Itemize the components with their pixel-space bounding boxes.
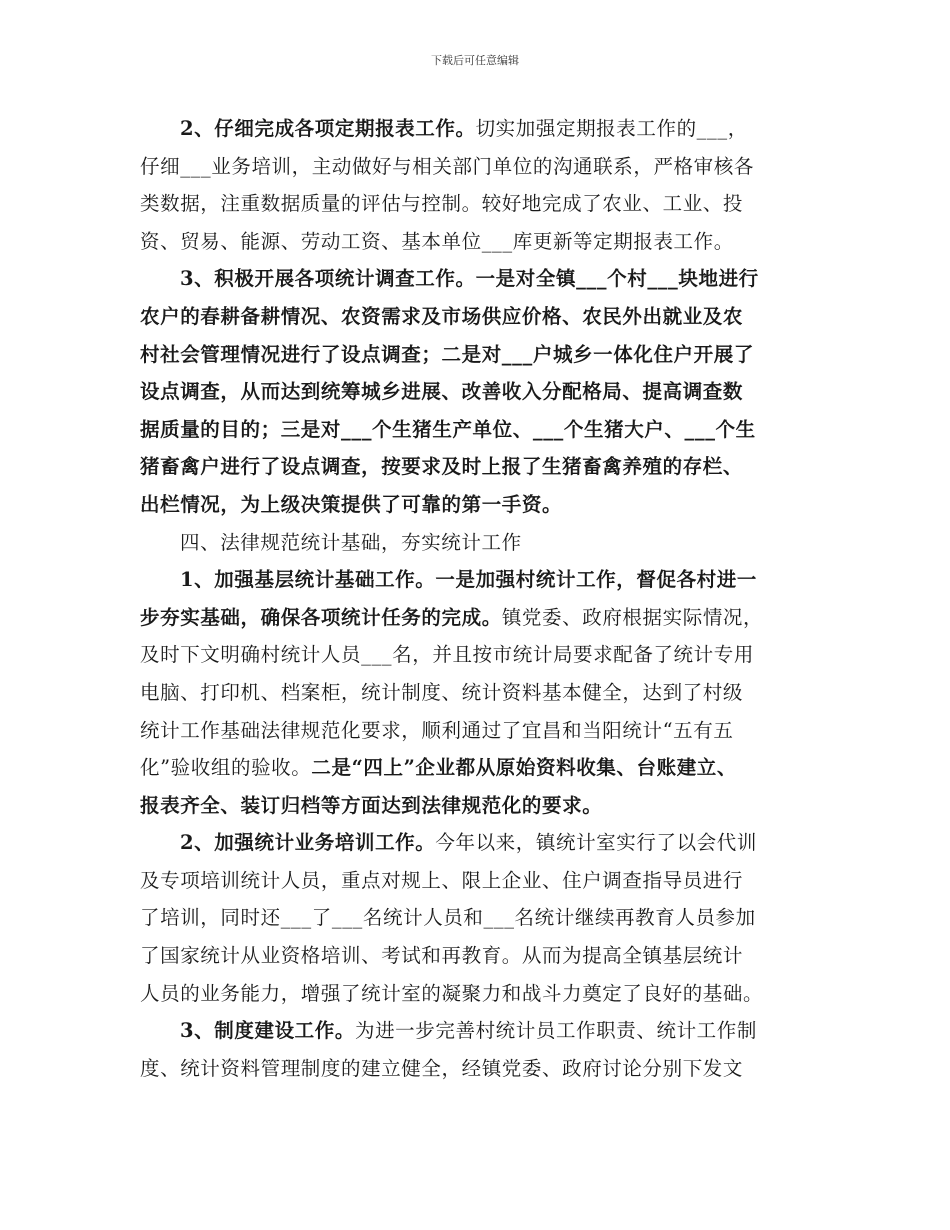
text-run: 切实加强定期报表工作的___， — [475, 117, 748, 140]
text-run: 资、贸易、能源、劳动工资、基本单位___库更新等定期报表工作。 — [140, 229, 734, 253]
text-line — [140, 749, 830, 787]
text-line — [140, 674, 830, 712]
text-run: 统计工作基础法律规范化要求，顺利通过了宜昌和当阳统计“五有五 — [140, 718, 734, 742]
text-line — [140, 411, 830, 449]
text-run: 仔细___业务培训，主动做好与相关部门单位的沟通联系，严格审核各 — [140, 154, 754, 178]
text-line — [140, 1050, 830, 1088]
text-run: 类数据，注重数据质量的评估与控制。较好地完成了农业、工业、投 — [140, 192, 744, 216]
text-line — [140, 524, 830, 562]
text-run: 今年以来，镇统计室实行了以会代训 — [435, 831, 757, 855]
text-run: 度、统计资料管理制度的建立健全，经镇党委、政府讨论分别下发文 — [140, 1056, 744, 1080]
bold-text-run: 村社会管理情况进行了设点调查；二是对___户城乡一体化住户开展了 — [140, 342, 754, 366]
bold-text-run: 猪畜禽户进行了设点调查，按要求及时上报了生猪畜禽养殖的存栏、 — [140, 455, 744, 479]
text-line — [140, 373, 830, 411]
text-line — [140, 448, 830, 486]
bold-text-run: 1、加强基层统计基础工作。一是加强村统计工作，督促各村进一 — [180, 568, 757, 592]
text-line — [140, 110, 830, 148]
page-header: 下载后可任意编辑 — [431, 54, 519, 67]
bold-text-run: 3、积极开展各项统计调查工作。一是对全镇___个村___块地进行 — [180, 267, 759, 291]
text-line — [140, 185, 830, 223]
bold-text-run: 出栏情况，为上级决策提供了可靠的第一手资。 — [140, 492, 563, 516]
text-line — [140, 636, 830, 674]
text-line — [140, 561, 830, 599]
text-line — [140, 937, 830, 975]
text-run: 人员的业务能力，增强了统计室的凝聚力和战斗力奠定了良好的基础。 — [140, 981, 764, 1005]
document-body — [140, 110, 830, 1087]
text-line — [140, 223, 830, 261]
text-run: 及专项培训统计人员，重点对规上、限上企业、住户调查指导员进行 — [140, 868, 744, 892]
bold-text-run: 3、制度建设工作。 — [180, 1019, 355, 1043]
text-line — [140, 298, 830, 336]
text-line — [140, 975, 830, 1013]
bold-text-run: 2、仔细完成各项定期报表工作。 — [180, 117, 476, 140]
text-run: 四、法律规范统计基础，夯实统计工作 — [180, 530, 522, 554]
bold-text-run: 设点调查，从而达到统筹城乡进展、改善收入分配格局、提高调查数 — [140, 380, 744, 404]
text-line — [140, 260, 830, 298]
text-run: 了培训，同时还___了___名统计人员和___名统计继续再教育人员参加 — [140, 906, 756, 930]
text-line — [140, 599, 830, 637]
text-run: 了国家统计从业资格培训、考试和再教育。从而为提高全镇基层统计 — [140, 944, 744, 968]
text-run: 化”验收组的验收。 — [140, 756, 312, 780]
text-run: 电脑、打印机、档案柜，统计制度、统计资料基本健全，达到了村级 — [140, 680, 744, 704]
bold-text-run: 报表齐全、装订归档等方面达到法律规范化的要求。 — [140, 793, 603, 817]
text-line — [140, 148, 830, 186]
text-run: 及时下文明确村统计人员___名，并且按市统计局要求配备了统计专用 — [140, 643, 754, 667]
text-line — [140, 1012, 830, 1050]
bold-text-run: 农户的春耕备耕情况、农资需求及市场供应价格、农民外出就业及农 — [140, 304, 744, 328]
text-run: 为进一步完善村统计员工作职责、统计工作制 — [354, 1019, 757, 1043]
text-line — [140, 787, 830, 825]
text-line — [140, 862, 830, 900]
text-line — [140, 486, 830, 524]
bold-text-run: 步夯实基础，确保各项统计任务的完成。 — [140, 605, 502, 629]
bold-text-run: 二是“四上”企业都从原始资料收集、台账建立、 — [311, 756, 738, 780]
text-line — [140, 712, 830, 750]
text-run: 镇党委、政府根据实际情况， — [501, 605, 764, 629]
bold-text-run: 据质量的目的；三是对___个生猪生产单位、___个生猪大户、___个生 — [140, 417, 756, 441]
text-line — [140, 824, 830, 862]
bold-text-run: 2、加强统计业务培训工作。 — [180, 831, 436, 855]
text-line — [140, 899, 830, 937]
text-line — [140, 336, 830, 374]
